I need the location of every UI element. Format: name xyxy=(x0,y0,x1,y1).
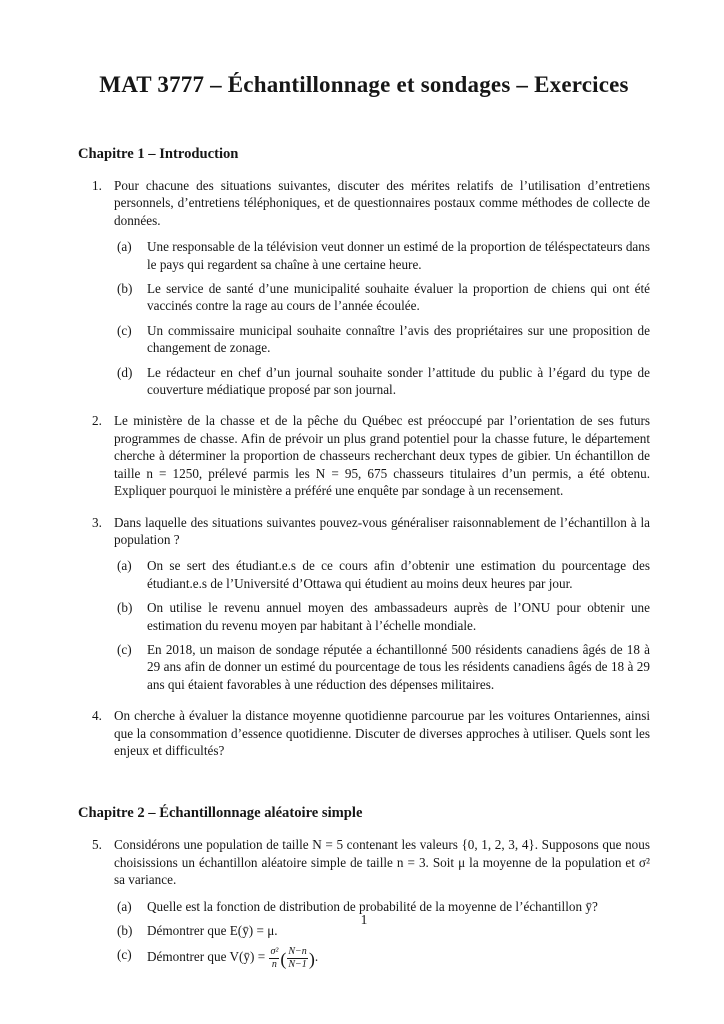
problem-1-number: 1. xyxy=(92,178,102,193)
fraction-sigma-squared-over-n xyxy=(269,946,279,969)
subproblem-3c xyxy=(114,641,650,693)
subproblem-5a-text: Quelle est la fonction de distribution de probabilité de la moyenne de l’échantillon ȳ? xyxy=(147,898,598,914)
subproblem-5b-text: Démontrer que E(ȳ) = μ. xyxy=(147,923,278,938)
chapter-1-heading: Chapitre 1 – Introduction xyxy=(78,146,239,162)
document-title: MAT 3777 – Échantillonnage et sondages – Exercices xyxy=(99,72,629,97)
problem-4-number: 4. xyxy=(92,708,102,724)
subproblem-3a-label: (a) xyxy=(117,558,132,574)
subproblem-3c-text: En 2018, un maison de sondage réputée a échantillonné 500 résidents canadiens âgés de 18 à 29 ans afin de donner un estimé du pourcentage de tous les résidents canadiens âgés de 18 à 29 ans qui étaient favorables à une réduction des dépenses militaires. xyxy=(147,641,650,692)
subproblem-1b xyxy=(114,280,650,315)
problem-2-text: Le ministère de la chasse et de la pêche du Québec est préoccupé par l’orientation de ses futurs programmes de chasse. Afin de prévoir un plus grand potentiel pour la chasse future, le département cherche à déterminer la proportion de chasseurs recherchant deux types de gibier. Un échantillon de taille n = 1250, prélevé parmis les N = 95, 675 chasseurs titulaires d’un permis, a été obtenu. Expliquer pourquoi le ministère a préféré une enquête par sondage à un recensement. xyxy=(114,413,650,499)
problem-2-number: 2. xyxy=(92,413,102,429)
subproblem-3b xyxy=(114,599,650,634)
subproblem-1d-text: Le rédacteur en chef d’un journal souhaite sonder l’attitude du public à l’égard du type de couverture médiatique proposé par son journal. xyxy=(147,364,650,398)
problem-5 xyxy=(78,836,650,969)
subproblem-1c-label: (c) xyxy=(117,322,132,338)
subproblem-1b-label: (b) xyxy=(117,281,133,297)
subproblem-1c xyxy=(114,322,650,357)
subproblem-5c-label: (c) xyxy=(117,947,132,963)
problem-2 xyxy=(78,412,650,499)
subproblem-3a xyxy=(114,557,650,592)
subproblem-1d-label: (d) xyxy=(117,364,133,380)
fraction-N-minus-n-over-N-minus-1 xyxy=(287,946,307,969)
problem-5-subitems xyxy=(114,898,650,970)
subproblem-5c-text xyxy=(147,946,650,969)
subproblem-1c-text: Un commissaire municipal souhaite connaître l’avis des propriétaires sur une proposition de changement de zonage. xyxy=(147,322,650,356)
subproblem-5c xyxy=(114,946,650,969)
subproblem-1a-text: Une responsable de la télévision veut donner un estimé de la proportion de téléspectateurs dans le pays qui regardent sa chaîne à une certaine heure. xyxy=(147,239,650,272)
subproblem-5a-label: (a) xyxy=(117,898,132,914)
problem-3-text: Dans laquelle des situations suivantes pouvez-vous généraliser raisonnablement de l’échantillon à la population ? xyxy=(114,514,650,547)
subproblem-1a xyxy=(114,238,650,273)
subproblem-3c-label: (c) xyxy=(117,641,132,657)
subproblem-1d xyxy=(114,364,650,399)
problem-4 xyxy=(78,707,650,759)
problem-3 xyxy=(78,514,650,694)
problem-4-text: On cherche à évaluer la distance moyenne quotidienne parcourue par les voitures Ontariennes, ainsi que la consommation d’essence quotidienne. Discuter de diverses approches à utiliser. Quels sont les enjeux et difficultés? xyxy=(114,708,650,758)
problem-1-subitems xyxy=(114,238,650,398)
subproblem-1a-label: (a) xyxy=(117,239,132,255)
right-paren: ) xyxy=(308,949,315,970)
subproblem-5b-label: (b) xyxy=(117,923,133,938)
fraction-denominator: n xyxy=(271,958,277,970)
problem-1-text: Pour chacune des situations suivantes, discuter des mérites relatifs de l’utilisation d’entretiens personnels, d’entretiens téléphoniques, et de questionnaires postaux comme méthodes de collecte de données. xyxy=(114,178,650,228)
fraction-numerator: σ² xyxy=(270,946,279,958)
page-number: 1 xyxy=(360,912,368,927)
subproblem-1b-text: Le service de santé d’une municipalité souhaite évaluer la proportion de chiens qui ont été vaccinés contre la rage au cours de l’année écoulée. xyxy=(147,281,650,314)
subproblem-3b-label: (b) xyxy=(117,600,133,616)
problem-5-number: 5. xyxy=(92,837,102,853)
math-suffix: . xyxy=(314,949,319,965)
fraction-denominator: N−1 xyxy=(288,958,307,970)
subproblem-3b-text: On utilise le revenu annuel moyen des ambassadeurs auprès de l’ONU pour obtenir une estimation du revenu moyen par habitant à l’échelle mondiale. xyxy=(147,600,650,633)
left-paren: ( xyxy=(280,949,287,970)
document-content xyxy=(78,0,650,970)
math-prefix: Démontrer que V(ȳ) = xyxy=(147,949,266,965)
problem-3-subitems xyxy=(114,557,650,693)
problem-5-text: Considérons une population de taille N = 5 contenant les valeurs {0, 1, 2, 3, 4}. Supposons que nous choisissions un échantillon aléatoire simple de taille n = 3. Soit μ la moyenne de la population et σ² sa variance. xyxy=(114,837,650,888)
problem-1 xyxy=(78,177,650,398)
fraction-numerator: N−n xyxy=(288,946,307,958)
problem-3-number: 3. xyxy=(92,514,102,530)
subproblem-3a-text: On se sert des étudiant.e.s de ce cours afin d’obtenir une estimation du pourcentage des étudiant.e.s de l’Université d’Ottawa qui étudient au moins deux heures par jour. xyxy=(147,558,650,591)
chapter-2-heading: Chapitre 2 – Échantillonnage aléatoire simple xyxy=(78,805,363,822)
